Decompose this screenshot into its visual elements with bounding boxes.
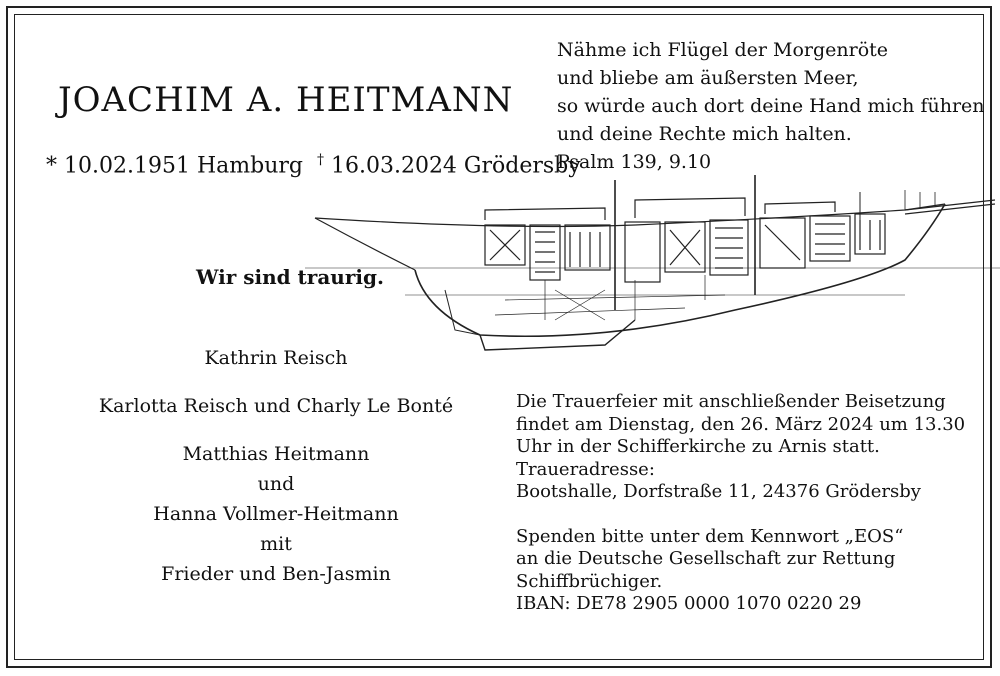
cross-symbol: † bbox=[316, 152, 324, 168]
donation-line: an die Deutsche Gesellschaft zur Rettung bbox=[516, 548, 896, 569]
ceremony-line: findet am Dienstag, den 26. März 2024 um 13.30 bbox=[516, 413, 966, 435]
psalm-quote bbox=[557, 36, 985, 176]
ceremony-line: Bootshalle, Dorfstraße 11, 24376 Grödersby bbox=[516, 481, 921, 502]
mourner-connector: mit bbox=[260, 533, 292, 555]
mourner-name: Matthias Heitmann bbox=[182, 443, 370, 465]
donation-iban: IBAN: DE78 2905 0000 1070 0220 29 bbox=[516, 593, 862, 614]
psalm-line: und deine Rechte mich halten. bbox=[557, 123, 852, 145]
mourner-name: Hanna Vollmer-Heitmann bbox=[153, 503, 399, 525]
birth-date: * 10.02.1951 Hamburg bbox=[46, 153, 303, 179]
ceremony-line: Die Trauerfeier mit anschließender Beisetzung bbox=[516, 391, 946, 412]
death-date: 16.03.2024 Grödersby bbox=[330, 153, 581, 179]
ceremony-line: Uhr in der Schifferkirche zu Arnis statt. bbox=[516, 436, 880, 457]
psalm-line: Nähme ich Flügel der Morgenröte bbox=[557, 39, 889, 61]
mourner-connector: und bbox=[257, 473, 295, 495]
mourning-statement: Wir sind traurig. bbox=[196, 265, 384, 289]
psalm-line: so würde auch dort deine Hand mich führen bbox=[557, 95, 985, 117]
ceremony-info bbox=[516, 391, 965, 616]
mourner-name: Kathrin Reisch bbox=[204, 347, 348, 369]
mourner-name: Frieder und Ben-Jasmin bbox=[161, 563, 391, 585]
deceased-name: JOACHIM A. HEITMANN bbox=[58, 80, 514, 120]
ship-illustration bbox=[305, 170, 1000, 370]
mourner-name: Karlotta Reisch und Charly Le Bonté bbox=[98, 395, 454, 417]
ceremony-line: Traueradresse: bbox=[516, 458, 655, 480]
donation-line: Schiffbrüchiger. bbox=[516, 570, 663, 592]
psalm-reference: Psalm 139, 9.10 bbox=[557, 151, 712, 173]
mourners-list bbox=[76, 343, 476, 589]
donation-line: Spenden bitte unter dem Kennwort „EOS“ bbox=[516, 525, 904, 547]
psalm-line: und bliebe am äußersten Meer, bbox=[557, 67, 859, 89]
